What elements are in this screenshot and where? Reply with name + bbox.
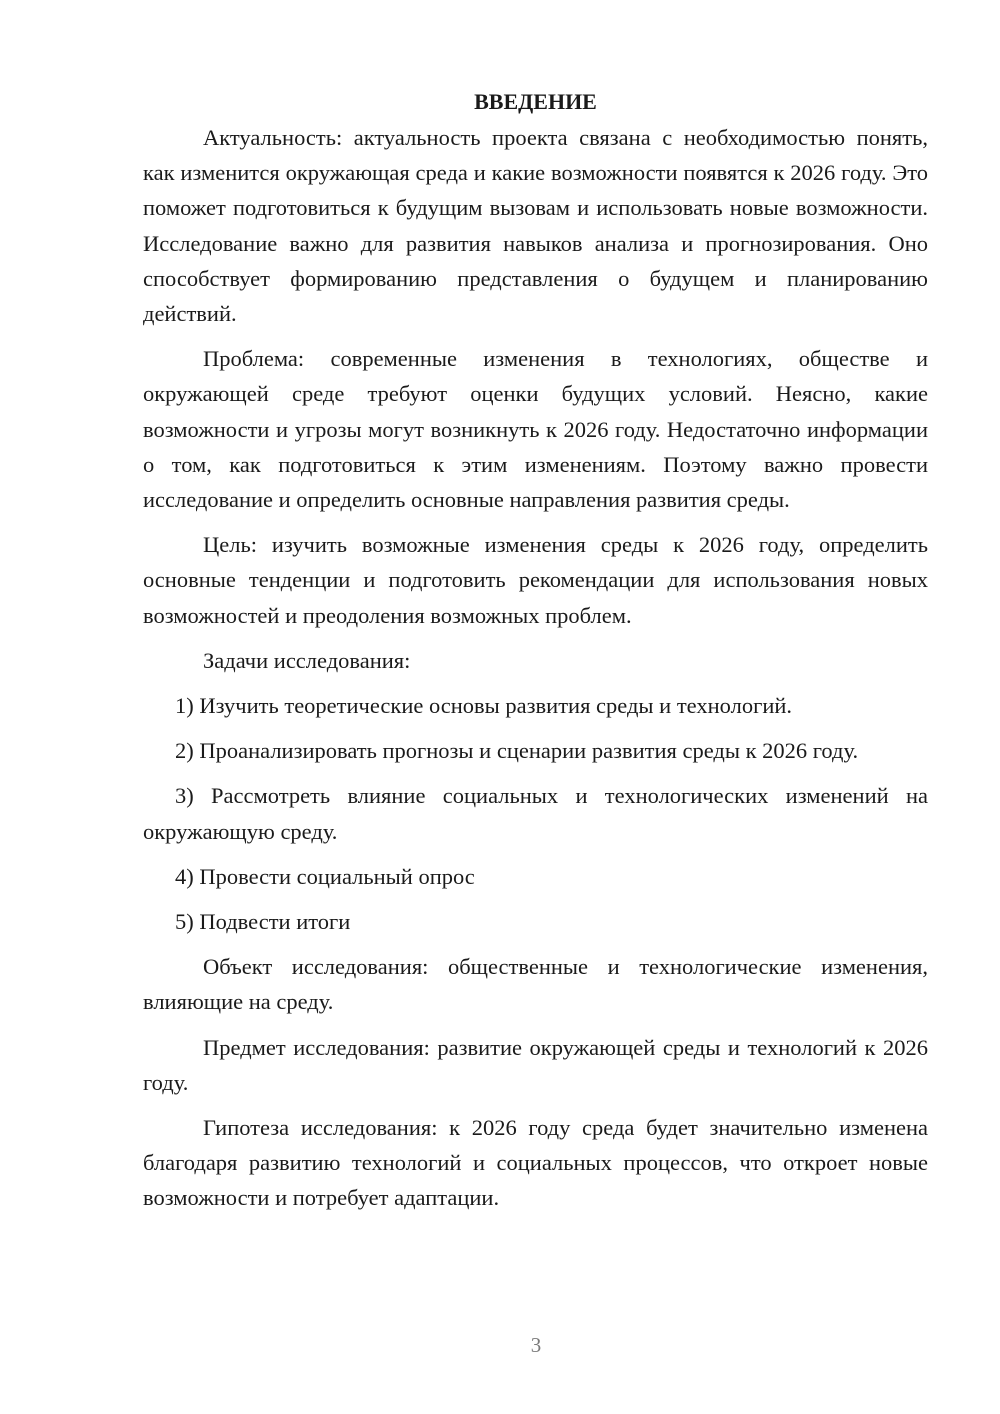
- subject-paragraph: Предмет исследования: развитие окружающей среды и технологий к 2026 году.: [143, 1034, 928, 1095]
- goal-paragraph: Цель: изучить возможные изменения среды к 2026 году, определить основные тенденции и подготовить рекомендации для использования новых возможностей и преодоления возможных проблем.: [143, 532, 928, 628]
- object-paragraph: Объект исследования: общественные и технологические изменения, влияющие на среду.: [143, 954, 928, 1015]
- section-title: ВВЕДЕНИЕ: [474, 89, 597, 114]
- hypothesis-paragraph: Гипотеза исследования: к 2026 году среда будет значительно изменена благодаря развитию технологий и социальных процессов, что откроет новые возможности и потребует адаптации.: [143, 1115, 928, 1211]
- page-number: 3: [530, 1333, 542, 1357]
- task-item-2: 2) Проанализировать прогнозы и сценарии развития среды к 2026 году.: [175, 738, 859, 764]
- problem-paragraph: Проблема: современные изменения в технологиях, обществе и окружающей среде требуют оценки будущих условий. Неясно, какие возможности и угрозы могут возникнуть к 2026 году. Недостаточно информации о том, как подготовиться к этим изменениям. Поэтому важно провести исследование и определить основные направления развития среды.: [143, 346, 928, 513]
- tasks-heading: Задачи исследования:: [203, 647, 411, 673]
- task-item-3: 3) Рассмотреть влияние социальных и технологических изменений на окружающую среду.: [143, 783, 928, 844]
- task-item-4: 4) Провести социальный опрос: [175, 863, 475, 889]
- task-item-1: 1) Изучить теоретические основы развития среды и технологий.: [175, 693, 793, 719]
- document-page: [143, 88, 928, 1226]
- relevance-paragraph: Актуальность: актуальность проекта связана с необходимостью понять, как изменится окружающая среда и какие возможности появятся к 2026 году. Это поможет подготовиться к будущим вызовам и использовать новые возможности. Исследование важно для развития навыков анализа и прогнозирования. Оно способствует формированию представления о будущем и планированию действий.: [143, 125, 928, 327]
- task-item-5: 5) Подвести итоги: [175, 909, 351, 935]
